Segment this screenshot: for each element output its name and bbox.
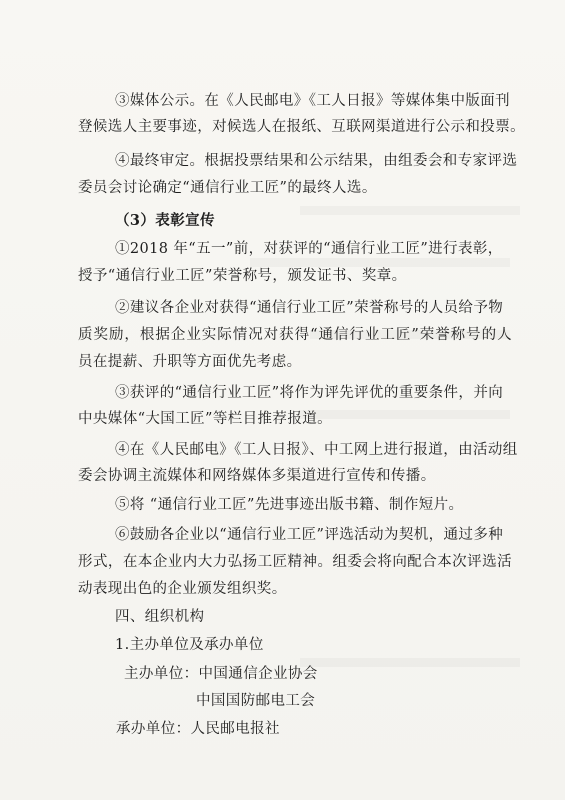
paragraph-line: 登候选人主要事迹，对候选人在报纸、互联网渠道进行公示和投票。 (78, 119, 525, 135)
paragraph-line: ⑤将 “通信行业工匠”先进事迹出版书籍、制作短片。 (115, 497, 464, 513)
paragraph-line: 员在提薪、升职等方面优先考虑。 (78, 354, 302, 370)
paragraph-line: ②建议各企业对获得“通信行业工匠”荣誉称号的人员给予物 (115, 300, 504, 316)
show-through-mark (250, 258, 510, 267)
paragraph-line: 动表现出色的企业颁发组织奖。 (78, 581, 287, 597)
paragraph-line: ④最终审定。根据投票结果和公示结果，由组委会和专家评选 (115, 153, 518, 169)
paragraph-line: 质奖励，根据企业实际情况对获得“通信行业工匠”荣誉称号的人 (78, 327, 512, 343)
organizer-line: 主办单位：中国通信企业协会 (124, 666, 318, 682)
paragraph-line: 授予“通信行业工匠”荣誉称号，颁发证书、奖章。 (78, 268, 407, 284)
section-heading: （3）表彰宣传 (115, 212, 215, 229)
paragraph-line: ④在《人民邮电》《工人日报》、中工网上进行报道，由活动组 (115, 442, 518, 458)
paragraph-line: ③获评的“通信行业工匠”将作为评先评优的重要条件，并向 (115, 385, 504, 401)
organizer-line: 承办单位：人民邮电报社 (116, 721, 280, 737)
paragraph-line: ③媒体公示。在《人民邮电》《工人日报》等媒体集中版面刊 (115, 93, 511, 109)
paragraph-line: 中央媒体“大国工匠”等栏目推荐报道。 (78, 411, 333, 427)
paragraph-line: 形式，在本企业内大力弘扬工匠精神。组委会将向配合本次评选活 (78, 554, 512, 570)
show-through-mark (300, 658, 520, 667)
organizer-line: 中国国防邮电工会 (196, 693, 316, 709)
show-through-mark (300, 206, 520, 215)
paragraph-line: ⑥鼓励各企业以“通信行业工匠”评选活动为契机，通过多种 (115, 527, 504, 543)
subsection-heading: 1.主办单位及承办单位 (115, 637, 264, 653)
paragraph-line: 委会协调主流媒体和网络媒体多渠道进行宣传和传播。 (78, 468, 436, 484)
paragraph-line: ①2018 年“五一”前，对获评的“通信行业工匠”进行表彰， (115, 241, 503, 257)
paragraph-line: 委员会讨论确定“通信行业工匠”的最终人选。 (78, 180, 377, 196)
section-heading: 四、组织机构 (115, 609, 205, 625)
